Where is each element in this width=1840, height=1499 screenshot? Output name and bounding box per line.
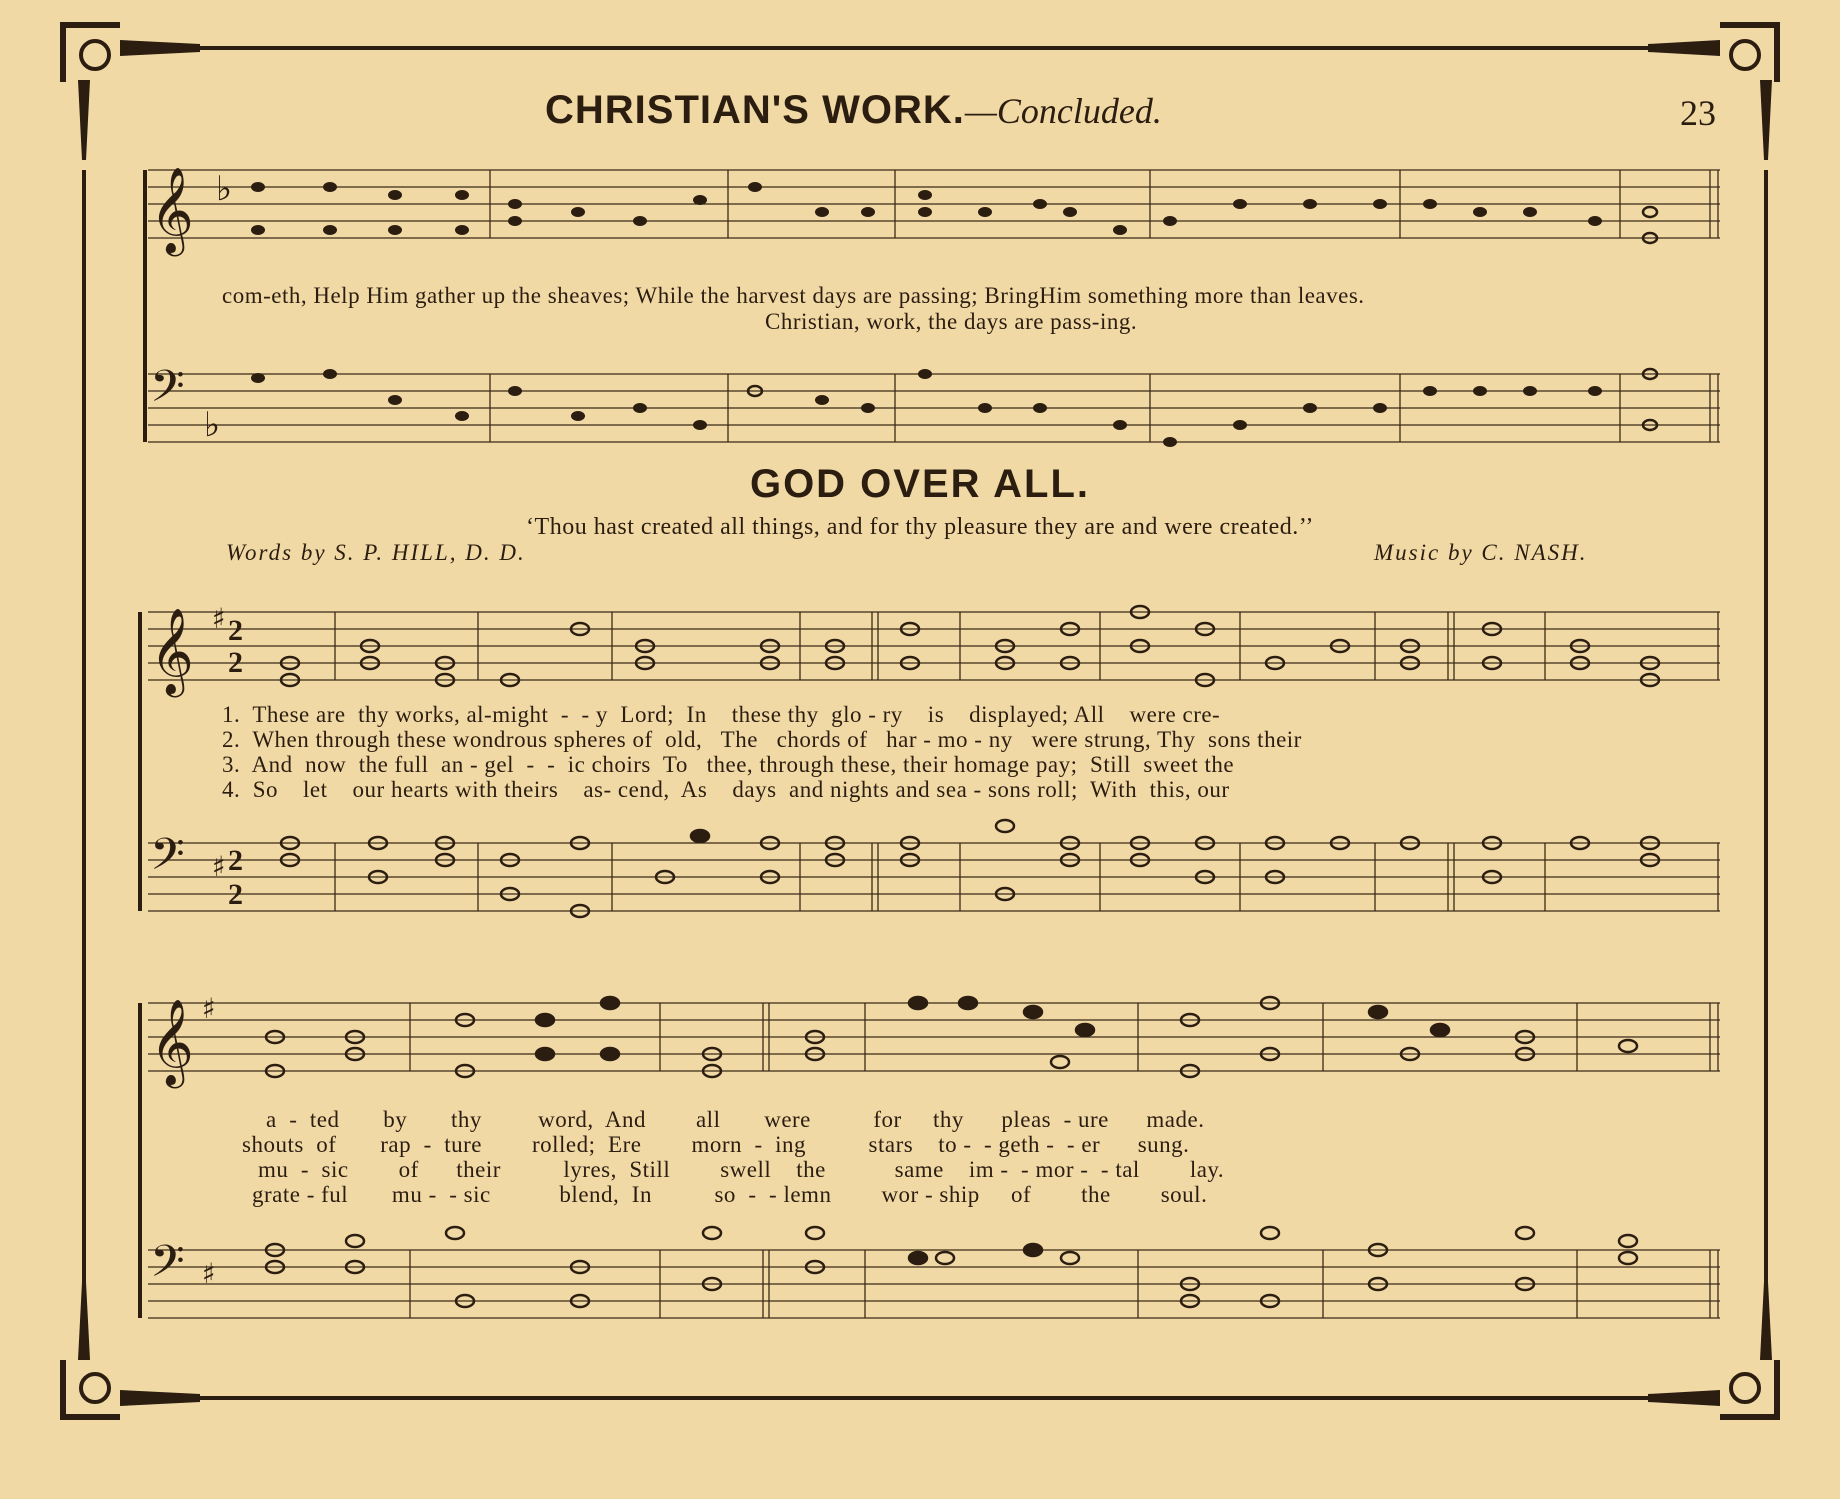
flat-icon: ♭ (216, 169, 233, 209)
treble-clef-icon: 𝄞 (150, 999, 194, 1085)
christians-work-lyric-line-1: com-eth, Help Him gather up the sheaves; While the harvest days are passing; BringHim something more than leaves. (222, 283, 1365, 308)
title-suffix: —Concluded. (964, 91, 1162, 131)
treble-clef-icon: 𝄞 (150, 608, 194, 694)
bass-clef-icon: 𝄢 (150, 828, 185, 891)
god-over-all-treble-staff-1 (148, 612, 1720, 680)
sharp-icon: ♯ (212, 602, 226, 635)
bass-clef-icon: 𝄢 (150, 1235, 185, 1298)
title-main-text: CHRISTIAN'S WORK. (545, 88, 965, 132)
christians-work-treble-staff (148, 170, 1720, 238)
notes-god-over-all-bass-1 (281, 820, 1659, 917)
sharp-icon: ♯ (202, 1257, 216, 1290)
verse-3-line-2: mu - sic of their lyres, Still swell the same im - - mor - - tal lay. (258, 1157, 1225, 1182)
verse-4-line-2: grate - ful mu - - sic blend, In so - - lemn wor - ship of the soul. (252, 1182, 1208, 1207)
sharp-icon: ♯ (202, 992, 216, 1025)
bass-clef-icon: 𝄢 (150, 360, 185, 423)
christians-work-bass-staff (148, 374, 1720, 442)
sharp-icon: ♯ (212, 850, 226, 883)
page-title (545, 88, 1162, 133)
hymn-title: GOD OVER ALL. (749, 462, 1091, 506)
hymn-epigraph: ‘Thou hast created all things, and for thy pleasure they are and were created.’’ (526, 514, 1314, 540)
verse-3-line-1: 3. And now the full an - gel - - ic choirs To thee, through these, their homage pay; Still sweet the (222, 752, 1235, 777)
verse-2-line-2: shouts of rap - ture rolled; Ere morn - ing stars to - - geth - - er sung. (242, 1132, 1190, 1157)
svg-text:2: 2 (228, 844, 243, 877)
christians-work-lyric-line-2: Christian, work, the days are pass-ing. (765, 309, 1138, 334)
flat-icon: ♭ (204, 405, 221, 445)
verse-1-line-1: 1. These are thy works, al-might - - y Lord; In these thy glo - ry is displayed; All were cre- (222, 702, 1221, 727)
words-credit: Words by S. P. HILL, D. D. (226, 540, 526, 565)
time-sig-bottom: 2 (228, 646, 243, 679)
time-sig-top: 2 (228, 614, 243, 647)
verse-2-line-1: 2. When through these wondrous spheres of old, The chords of har - mo - ny were strung, Thy sons their (222, 727, 1302, 752)
god-over-all-bass-staff-2 (148, 1250, 1720, 1318)
verse-1-line-2: a - ted by thy word, And all were for thy pleas - ure made. (266, 1107, 1205, 1132)
svg-text:2: 2 (228, 878, 243, 911)
verse-4-line-1: 4. So let our hearts with theirs as- cend, As days and nights and sea - sons roll; With this, our (222, 777, 1230, 802)
music-credit: Music by C. NASH. (1374, 540, 1588, 565)
notes-christians-work-treble (251, 182, 1657, 243)
treble-clef-icon: 𝄞 (150, 167, 194, 253)
god-over-all-treble-staff-2 (148, 1003, 1720, 1071)
page-number: 23 (1680, 93, 1716, 133)
